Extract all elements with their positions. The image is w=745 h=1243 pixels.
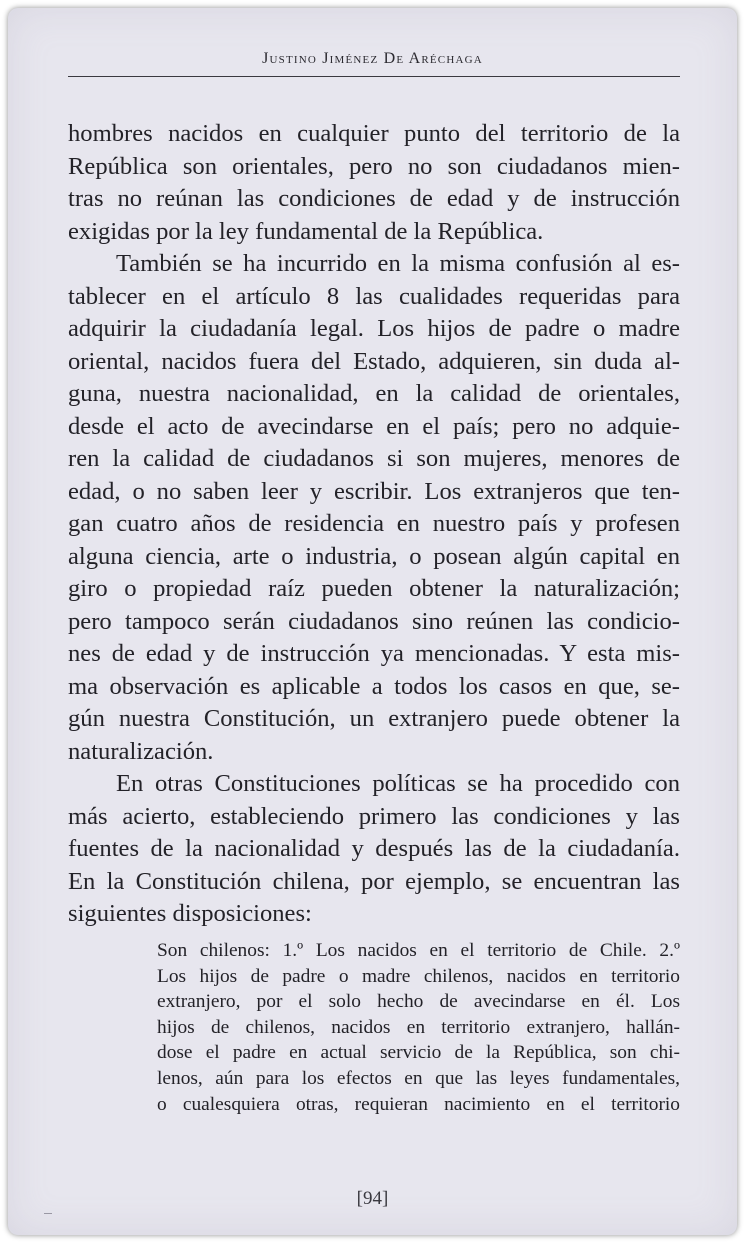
body-line: giro o propiedad raíz pueden obtener la naturalización;	[68, 575, 680, 602]
body-line: desde el acto de avecindarse en el país; pero no adquie-	[68, 412, 680, 440]
body-line: edad, o no saben leer y escribir. Los extranjeros que ten-	[68, 477, 680, 505]
quote-line: lenos, aún para los efectos en que las leyes fundamentales,	[157, 1067, 680, 1089]
body-line: gún nuestra Constitución, un extranjero puede obtener la	[68, 705, 680, 732]
body-line: pero tampoco serán ciudadanos sino reúnen las condicio-	[68, 607, 680, 635]
body-line: República son orientales, pero no son ciudadanos mien-	[68, 152, 680, 180]
body-line: más acierto, estableciendo primero las condiciones y las	[68, 802, 680, 830]
body-line: También se ha incurrido en la misma confusión al es-	[116, 250, 680, 277]
body-line: guna, nuestra nacionalidad, en la calidad de orientales,	[68, 380, 680, 407]
body-line: En otras Constituciones políticas se ha procedido con	[116, 770, 680, 797]
body-line: adquirir la ciudadanía legal. Los hijos de padre o madre	[68, 315, 680, 342]
body-line: naturalización.	[68, 737, 214, 765]
body-line: gan cuatro años de residencia en nuestro país y profesen	[68, 510, 680, 537]
body-line: fuentes de la nacionalidad y después las de la ciudadanía.	[68, 835, 680, 862]
body-line: exigidas por la ley fundamental de la República.	[68, 217, 544, 245]
running-head: Justino Jiménez De Aréchaga	[262, 50, 483, 67]
block-quote	[157, 938, 680, 1117]
body-line: En la Constitución chilena, por ejemplo, se encuentran las	[68, 867, 680, 895]
body-line: oriental, nacidos fuera del Estado, adquieren, sin duda al-	[68, 347, 680, 375]
quote-line: hijos de chilenos, nacidos en territorio extranjero, hallán-	[157, 1016, 680, 1038]
body-line: ren la calidad de ciudadanos si son mujeres, menores de	[68, 445, 680, 472]
margin-mark	[44, 1213, 52, 1214]
quote-line: Son chilenos: 1.º Los nacidos en el territorio de Chile. 2.º	[157, 940, 680, 961]
page-number: [94]	[356, 1188, 389, 1209]
quote-line: o cualesquiera otras, requieran nacimiento en el territorio	[157, 1093, 680, 1115]
book-page	[8, 8, 737, 1235]
body-line: hombres nacidos en cualquier punto del territorio de la	[68, 120, 680, 147]
body-line: alguna ciencia, arte o industria, o posean algún capital en	[68, 542, 680, 570]
body-text	[68, 118, 680, 931]
body-line: siguientes disposiciones:	[68, 900, 312, 927]
body-line: tablecer en el artículo 8 las cualidades requeridas para	[68, 282, 680, 310]
quote-line: extranjero, por el solo hecho de avecindarse en él. Los	[157, 991, 680, 1013]
body-line: tras no reúnan las condiciones de edad y de instrucción	[68, 185, 680, 212]
quote-line: dose el padre en actual servicio de la República, son chi-	[157, 1042, 680, 1064]
header-rule	[68, 76, 680, 77]
quote-line: Los hijos de padre o madre chilenos, nacidos en territorio	[157, 965, 680, 987]
body-line: nes de edad y de instrucción ya mencionadas. Y esta mis-	[68, 640, 680, 667]
body-line: ma observación es aplicable a todos los casos en que, se-	[68, 672, 680, 700]
